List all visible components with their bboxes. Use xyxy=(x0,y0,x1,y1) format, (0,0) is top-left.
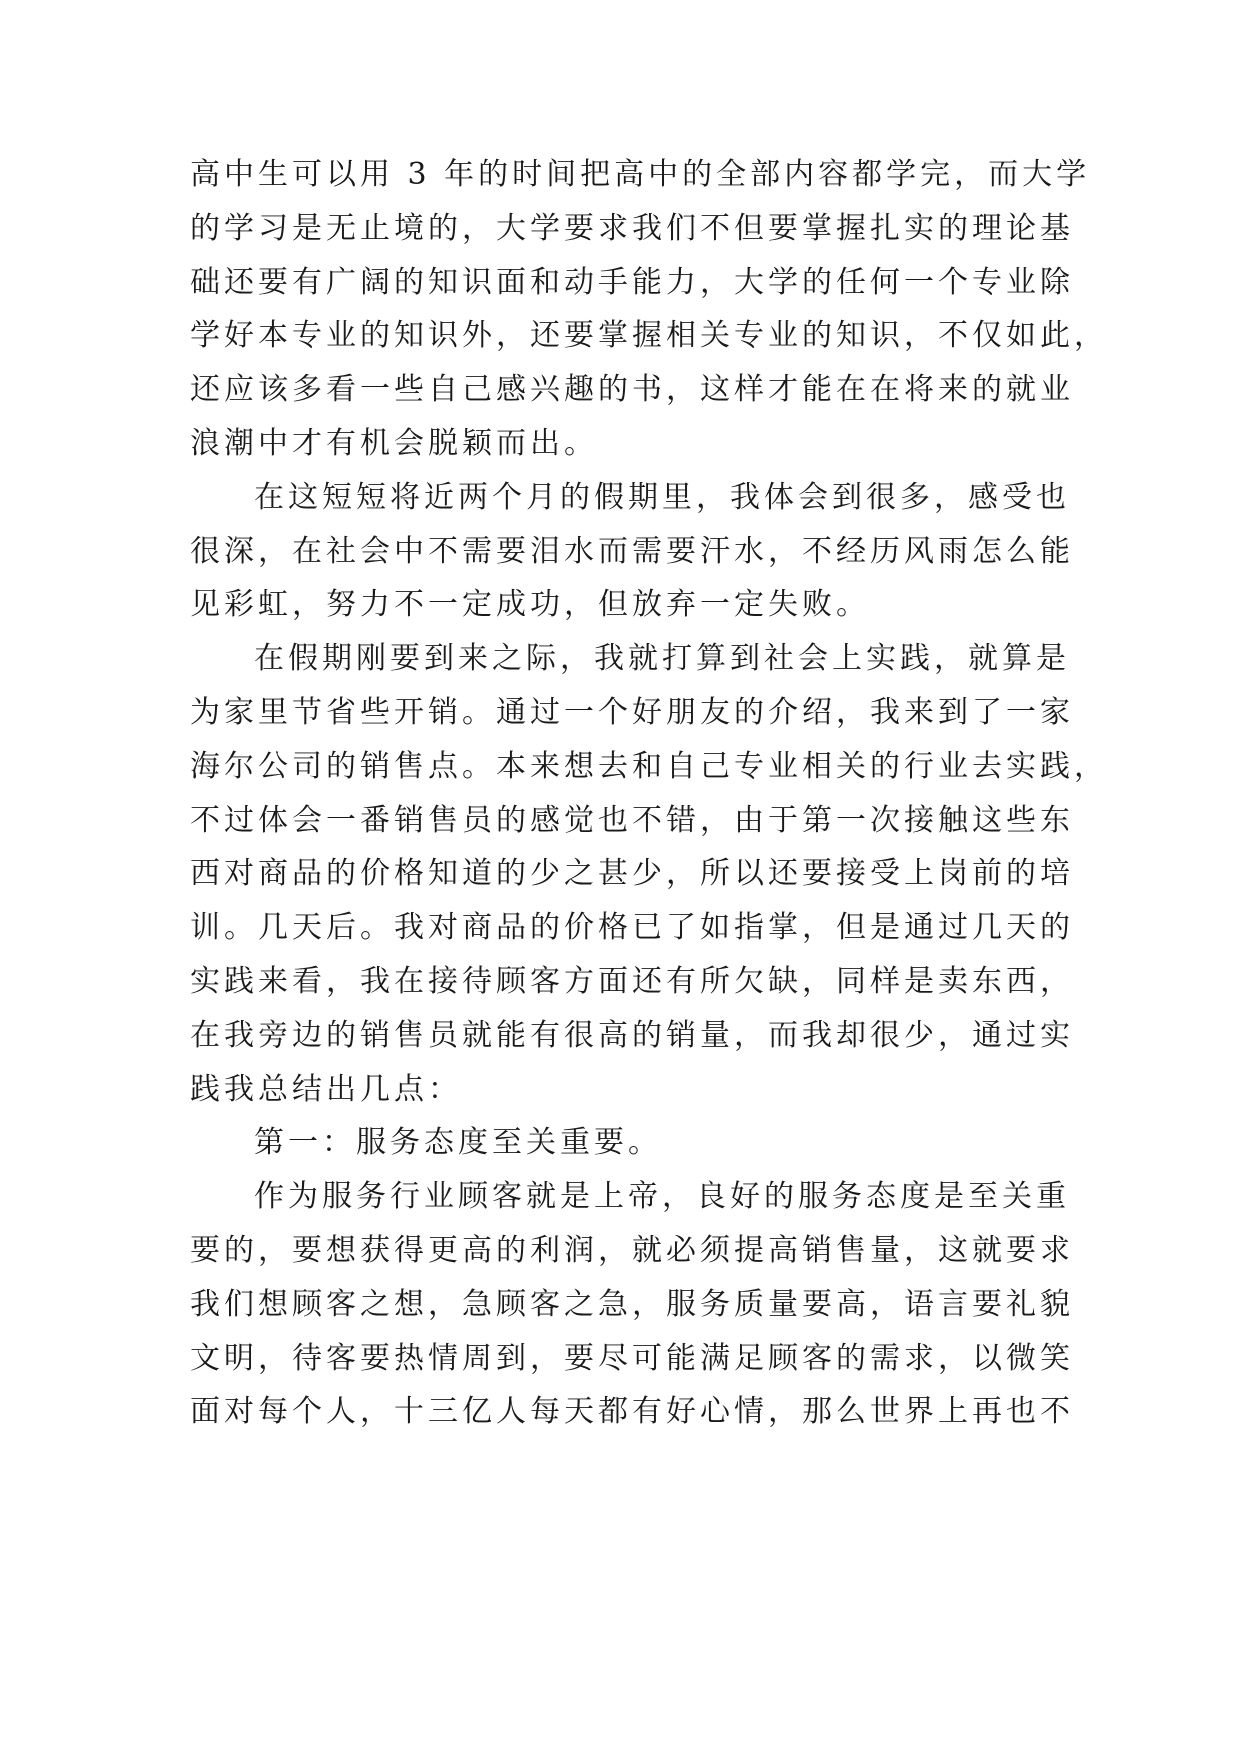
text-line: 训。几天后。我对商品的价格已了如指掌，但是通过几天的 xyxy=(190,910,1074,946)
text-line: 浪潮中才有机会脱颖而出。 xyxy=(190,425,598,461)
text-line: 在我旁边的销售员就能有很高的销量，而我却很少，通过实 xyxy=(190,1017,1074,1053)
text-line: 实践来看，我在接待顾客方面还有所欠缺，同样是卖东西， xyxy=(190,963,1074,999)
text-line: 面对每个人，十三亿人每天都有好心情，那么世界上再也不 xyxy=(190,1394,1074,1430)
text-line: 为家里节省些开销。通过一个好朋友的介绍，我来到了一家 xyxy=(190,694,1074,730)
text-line: 第一：服务态度至关重要。 xyxy=(254,1125,662,1161)
text-line: 础还要有广阔的知识面和动手能力，大学的任何一个专业除 xyxy=(190,264,1074,300)
text-line: 很深，在社会中不需要泪水而需要汗水，不经历风雨怎么能 xyxy=(190,533,1074,569)
text-line: 文明，待客要热情周到，要尽可能满足顾客的需求，以微笑 xyxy=(190,1340,1074,1376)
text-line: 西对商品的价格知道的少之甚少，所以还要接受上岗前的培 xyxy=(190,856,1074,892)
text-line: 见彩虹，努力不一定成功，但放弃一定失败。 xyxy=(190,587,870,623)
text-line: 要的，要想获得更高的利润，就必须提高销售量，这就要求 xyxy=(190,1232,1074,1268)
text-line: 践我总结出几点： xyxy=(190,1071,462,1107)
text-line: 学好本专业的知识外，还要掌握相关专业的知识，不仅如此， xyxy=(190,318,1108,354)
text-line: 海尔公司的销售点。本来想去和自己专业相关的行业去实践， xyxy=(190,748,1108,784)
text-line: 作为服务行业顾客就是上帝，良好的服务态度是至关重 xyxy=(254,1179,1070,1215)
text-line: 不过体会一番销售员的感觉也不错，由于第一次接触这些东 xyxy=(190,802,1074,838)
text-line: 我们想顾客之想，急顾客之急，服务质量要高，语言要礼貌 xyxy=(190,1286,1074,1322)
document-body xyxy=(190,148,1108,1439)
text-line: 在假期刚要到来之际，我就打算到社会上实践，就算是 xyxy=(254,641,1070,677)
text-line: 的学习是无止境的，大学要求我们不但要掌握扎实的理论基 xyxy=(190,210,1074,246)
text-line: 还应该多看一些自己感兴趣的书，这样才能在在将来的就业 xyxy=(190,372,1074,408)
text-line: 高中生可以用 3 年的时间把高中的全部内容都学完，而大学 xyxy=(190,157,1091,192)
text-line: 在这短短将近两个月的假期里，我体会到很多，感受也 xyxy=(254,479,1070,515)
